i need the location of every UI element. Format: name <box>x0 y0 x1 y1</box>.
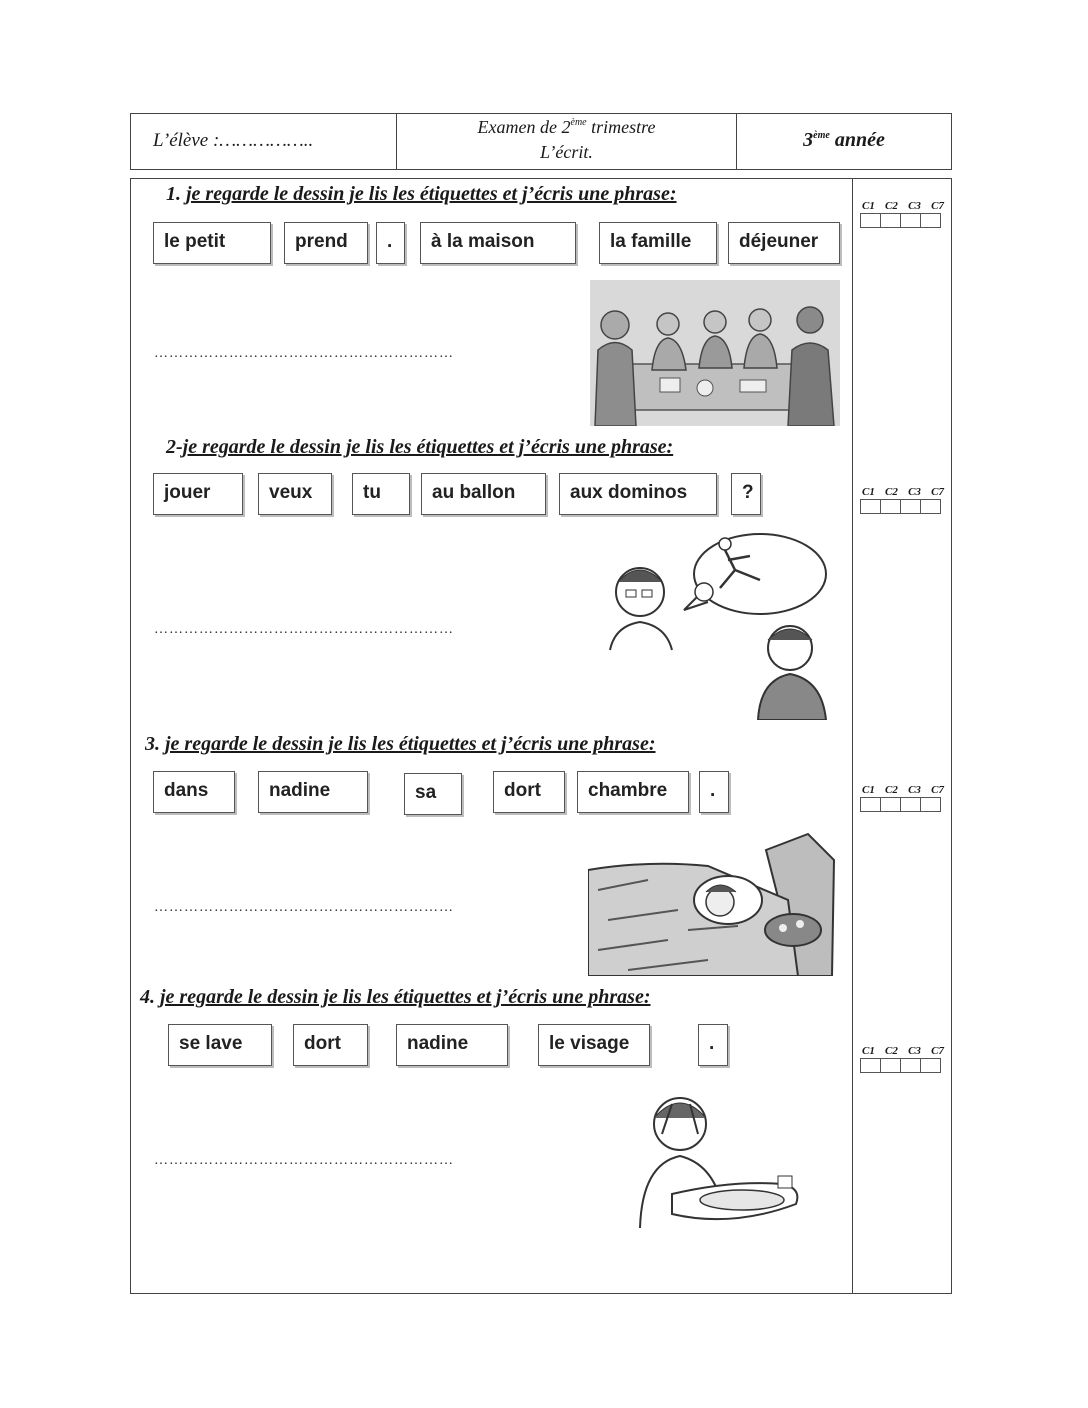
criteria-grid: C1 C2 C3 C7 <box>860 486 946 514</box>
header-table <box>130 113 952 170</box>
criteria-column-divider <box>852 178 853 1294</box>
exercise-3-instruction: 3. je regarde le dessin je lis les étiquettes et j’écris une phrase: <box>145 733 656 755</box>
criteria-box[interactable] <box>900 1058 921 1073</box>
label-card[interactable]: aux dominos <box>559 473 717 515</box>
student-cell <box>131 114 397 169</box>
label-card[interactable]: dort <box>293 1024 368 1066</box>
label-card[interactable]: tu <box>352 473 410 515</box>
exercise-2-instruction: 2-je regarde le dessin je lis les étiquettes et j’écris une phrase: <box>166 436 674 458</box>
criteria-grid: C1 C2 C3 C7 <box>860 200 946 228</box>
family-lunch-illustration <box>590 280 840 426</box>
criteria-grid: C1 C2 C3 C7 <box>860 1045 946 1073</box>
answer-line[interactable]: …………………………………………………… <box>154 346 454 361</box>
criteria-box[interactable] <box>900 797 921 812</box>
label-card[interactable]: veux <box>258 473 332 515</box>
criteria-box[interactable] <box>880 499 901 514</box>
label-card[interactable]: dort <box>493 771 565 813</box>
label-card[interactable]: se lave <box>168 1024 272 1066</box>
criteria-box[interactable] <box>860 1058 881 1073</box>
criteria-grid: C1 C2 C3 C7 <box>860 784 946 812</box>
criteria-box[interactable] <box>920 1058 941 1073</box>
criteria-box[interactable] <box>860 797 881 812</box>
label-card[interactable]: prend <box>284 222 368 264</box>
label-card[interactable]: à la maison <box>420 222 576 264</box>
exercise-4-instruction: 4. je regarde le dessin je lis les étiquettes et j’écris une phrase: <box>140 986 651 1008</box>
girl-washing-face-illustration <box>632 1084 804 1228</box>
criteria-box[interactable] <box>900 499 921 514</box>
exam-subtitle: L’écrit. <box>540 142 593 162</box>
answer-line[interactable]: …………………………………………………… <box>154 1153 454 1168</box>
criteria-box[interactable] <box>860 499 881 514</box>
label-card[interactable]: au ballon <box>421 473 546 515</box>
criteria-box[interactable] <box>920 213 941 228</box>
label-card[interactable]: . <box>376 222 405 264</box>
answer-line[interactable]: …………………………………………………… <box>154 622 454 637</box>
criteria-box[interactable] <box>880 797 901 812</box>
label-card[interactable]: chambre <box>577 771 689 813</box>
label-card[interactable]: ? <box>731 473 761 515</box>
criteria-box[interactable] <box>900 213 921 228</box>
label-card[interactable]: le visage <box>538 1024 650 1066</box>
label-card[interactable]: sa <box>404 773 462 815</box>
label-card[interactable]: . <box>699 771 729 813</box>
student-name-field[interactable]: L’élève :…………….. <box>153 130 314 151</box>
exam-cell <box>397 114 737 169</box>
label-card[interactable]: déjeuner <box>728 222 840 264</box>
criteria-box[interactable] <box>860 213 881 228</box>
label-card[interactable]: jouer <box>153 473 243 515</box>
grade-cell <box>737 114 951 169</box>
label-card[interactable]: le petit <box>153 222 271 264</box>
exercise-1-instruction: 1. je regarde le dessin je lis les étiquettes et j’écris une phrase: <box>166 183 677 205</box>
label-card[interactable]: dans <box>153 771 235 813</box>
label-card[interactable]: nadine <box>396 1024 508 1066</box>
criteria-box[interactable] <box>920 499 941 514</box>
label-card[interactable]: la famille <box>599 222 717 264</box>
exam-title: Examen de 2ème trimestre <box>477 117 656 137</box>
criteria-box[interactable] <box>920 797 941 812</box>
criteria-box[interactable] <box>880 213 901 228</box>
girl-sleeping-illustration <box>588 830 838 976</box>
grade-level: 3ème année <box>803 129 885 151</box>
answer-line[interactable]: …………………………………………………… <box>154 900 454 915</box>
label-card[interactable]: . <box>698 1024 728 1066</box>
criteria-box[interactable] <box>880 1058 901 1073</box>
label-card[interactable]: nadine <box>258 771 368 813</box>
boys-football-illustration <box>600 530 832 720</box>
